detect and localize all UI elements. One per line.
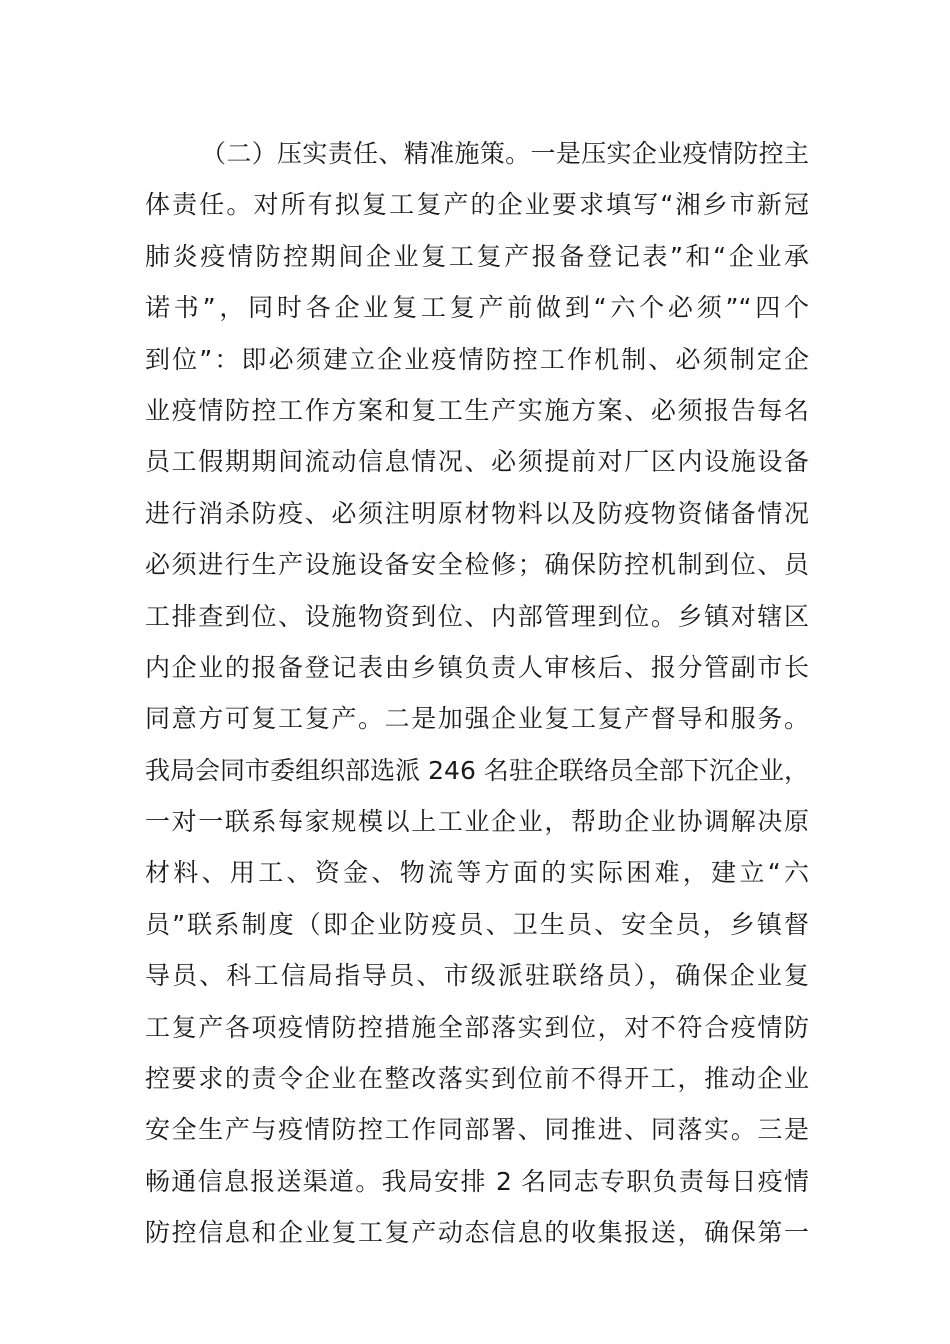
paragraph-line-9: 必须进行生产设施设备安全检修；确保防控机制到位、员 [145,550,809,580]
paragraph-line-14: 一对一联系每家规模以上工业企业，帮助企业协调解决原 [145,807,809,837]
paragraph-line-18: 工复产各项疫情防控措施全部落实到位，对不符合疫情防 [145,1012,809,1042]
paragraph-line-10: 工排查到位、设施物资到位、内部管理到位。乡镇对辖区 [145,601,809,631]
paragraph-line-3: 肺炎疫情防控期间企业复工复产报备登记表”和“企业承 [145,241,809,271]
paragraph-line-1: （二）压实责任、精准施策。一是压实企业疫情防控主 [201,139,809,168]
paragraph-line-12: 同意方可复工复产。二是加强企业复工复产督导和服务。 [145,704,809,734]
paragraph-line-19: 控要求的责令企业在整改落实到位前不得开工，推动企业 [145,1064,809,1094]
paragraph-line-4: 诺书”，同时各企业复工复产前做到“六个必须”“四个 [145,293,809,323]
paragraph-line-11: 内企业的报备登记表由乡镇负责人审核后、报分管副市长 [145,652,809,682]
paragraph-line-20: 安全生产与疫情防控工作同部署、同推进、同落实。三是 [145,1115,809,1145]
paragraph-line-6: 业疫情防控工作方案和复工生产实施方案、必须报告每名 [145,395,809,425]
paragraph-line-16: 员”联系制度（即企业防疫员、卫生员、安全员，乡镇督 [145,909,809,939]
paragraph-line-22: 防控信息和企业复工复产动态信息的收集报送，确保第一 [145,1218,809,1248]
paragraph-line-17: 导员、科工信局指导员、市级派驻联络员），确保企业复 [145,961,809,991]
paragraph-line-13: 我局会同市委组织部选派 246 名驻企联络员全部下沉企业， [145,755,809,785]
body-paragraph [145,128,809,1259]
paragraph-line-8: 进行消杀防疫、必须注明原材物料以及防疫物资储备情况 [145,498,809,528]
paragraph-line-5: 到位”：即必须建立企业疫情防控工作机制、必须制定企 [145,344,809,374]
paragraph-line-2: 体责任。对所有拟复工复产的企业要求填写“湘乡市新冠 [145,190,809,220]
paragraph-line-21: 畅通信息报送渠道。我局安排 2 名同志专职负责每日疫情 [145,1166,809,1196]
paragraph-line-7: 员工假期期间流动信息情况、必须提前对厂区内设施设备 [145,447,809,477]
paragraph-line-15: 材料、用工、资金、物流等方面的实际困难，建立“六 [145,858,809,888]
